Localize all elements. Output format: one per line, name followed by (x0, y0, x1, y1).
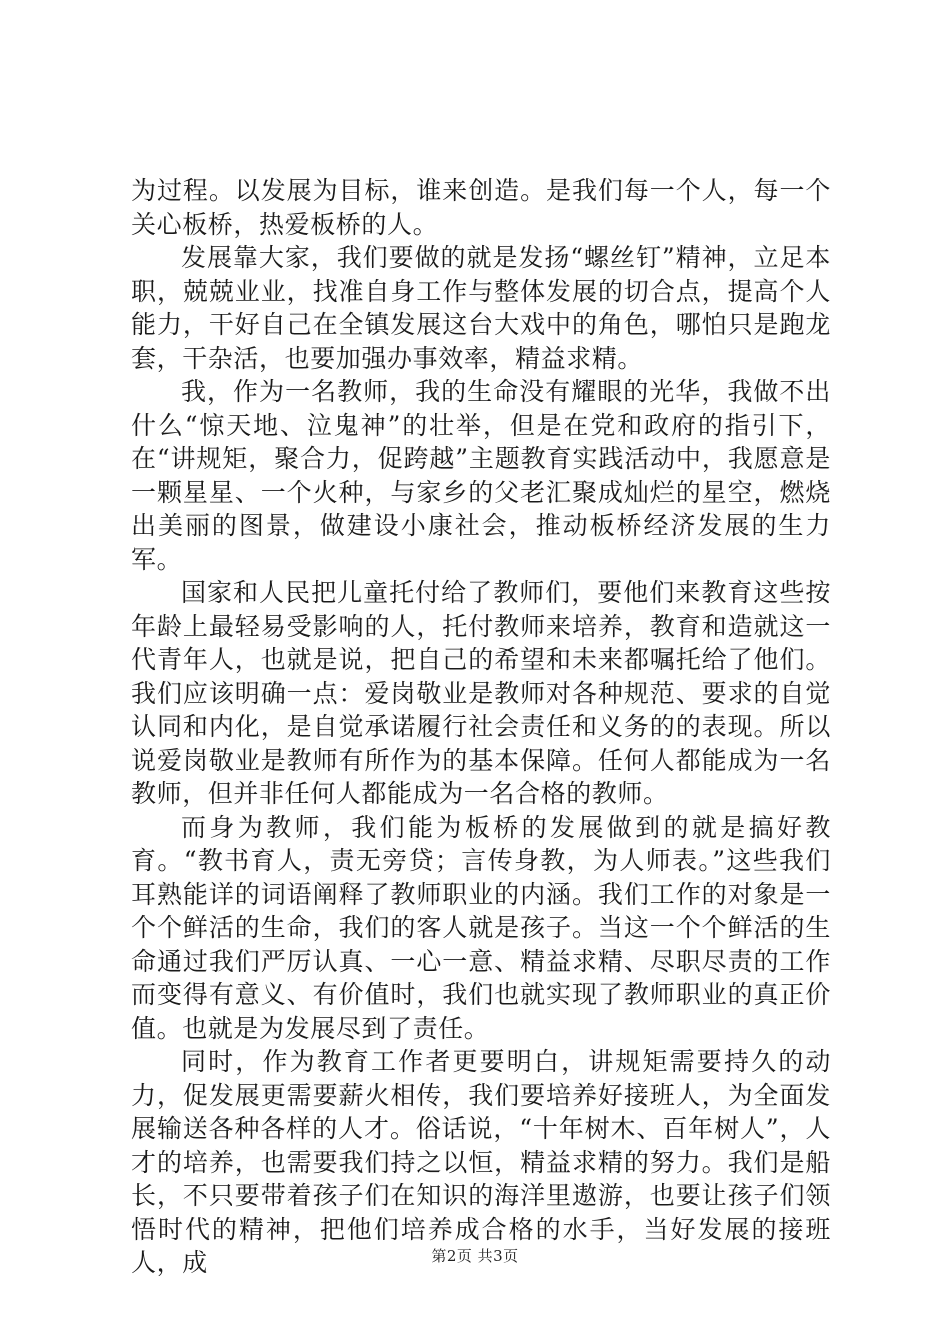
paragraph-6: 同时，作为教育工作者更要明白，讲规矩需要持久的动力，促发展更需要薪火相传，我们要培养好接班人，为全面发展输送各种各样的人才。俗话说，“十年树木、百年树人”，人才的培养，也需要我们持之以恒，精益求精的努力。我们是船长，不只要带着孩子们在知识的海洋里遨游，也要让孩子们领悟时代的精神，把他们培养成合格的水手，当好发展的接班人，成 (131, 1047, 831, 1277)
paragraph-1: 为过程。以发展为目标，谁来创造。是我们每一个人，每一个关心板桥，热爱板桥的人。 (131, 176, 831, 239)
paragraph-3: 我，作为一名教师，我的生命没有耀眼的光华，我做不出什么“惊天地、泣鬼神”的壮举，但是在党和政府的指引下，在“讲规矩，聚合力，促跨越”主题教育实践活动中，我愿意是一颗星星、一个火种，与家乡的父老汇聚成灿烂的星空，燃烧出美丽的图景，做建设小康社会，推动板桥经济发展的生力军。 (131, 377, 831, 574)
paragraph-5: 而身为教师，我们能为板桥的发展做到的就是搞好教育。“教书育人，责无旁贷；言传身教，为人师表。”这些我们耳熟能详的词语阐释了教师职业的内涵。我们工作的对象是一个个鲜活的生命，我们的客人就是孩子。当这一个个鲜活的生命通过我们严厉认真、一心一意、精益求精、尽职尽责的工作而变得有意义、有价值时，我们也就实现了教师职业的真正价值。也就是为发展尽到了责任。 (131, 812, 831, 1043)
paragraph-4: 国家和人民把儿童托付给了教师们，要他们来教育这些按年龄上最轻易受影响的人，托付教师来培养，教育和造就这一代青年人，也就是说，把自己的希望和未来都嘱托给了他们。我们应该明确一点：爱岗敬业是教师对各种规范、要求的自觉认同和内化，是自觉承诺履行社会责任和义务的的表现。所以说爱岗敬业是教师有所作为的基本保障。任何人都能成为一名教师，但并非任何人都能成为一名合格的教师。 (131, 578, 831, 808)
document-body (131, 174, 831, 1280)
page-number-footer: 第2页 共3页 (431, 1247, 519, 1265)
paragraph-2: 发展靠大家，我们要做的就是发扬“螺丝钉”精神，立足本职，兢兢业业，找准自身工作与整体发展的切合点，提高个人能力，干好自己在全镇发展这台大戏中的角色，哪怕只是跑龙套，干杂活，也要加强办事效率，精益求精。 (131, 243, 831, 373)
